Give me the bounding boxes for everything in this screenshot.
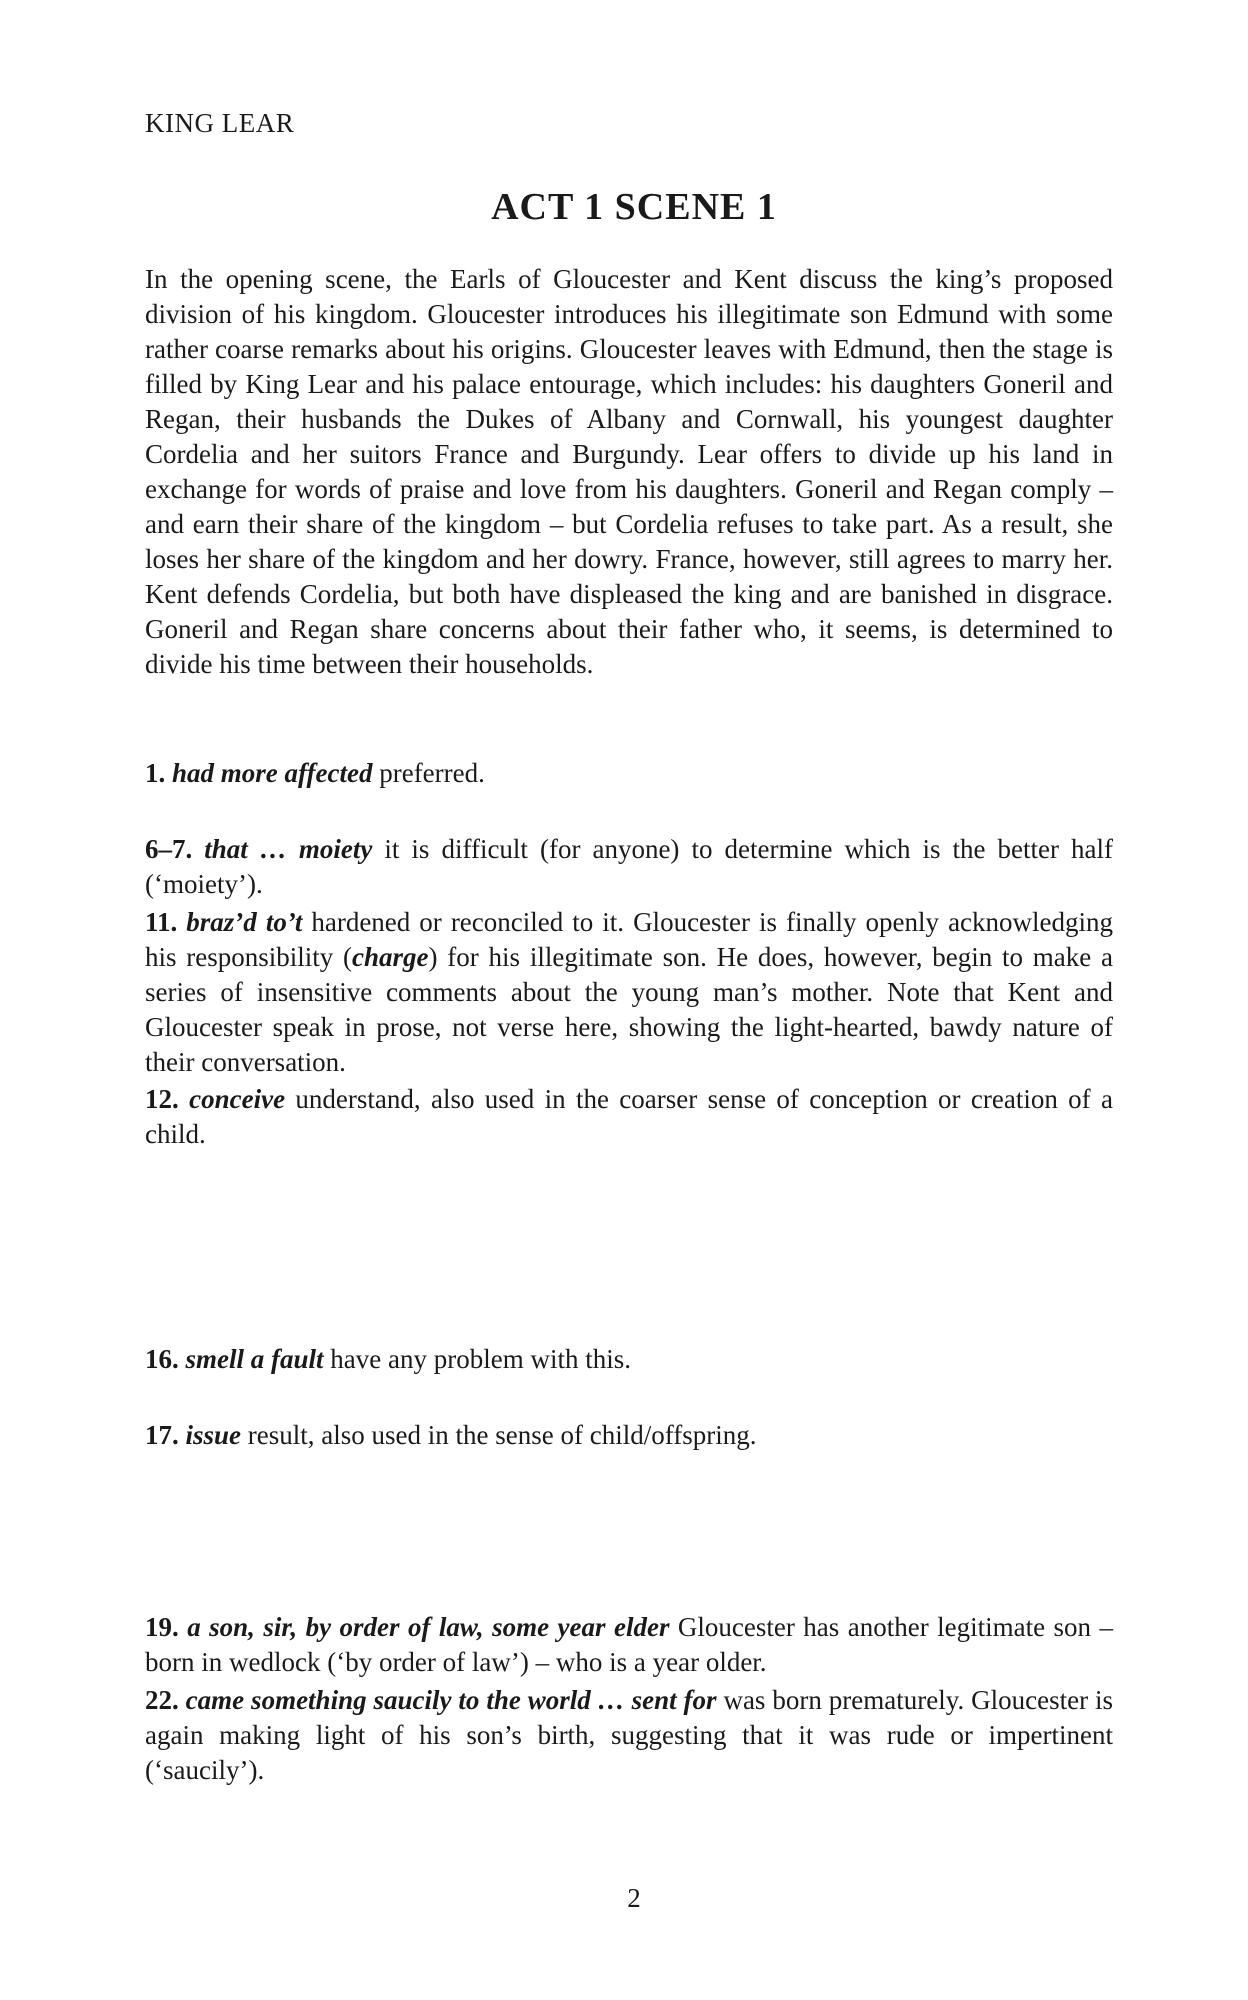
note-gloss: it is difficult (for anyone) to determine which is the better half (‘moiety’). (145, 834, 1114, 899)
note-number: 22. (145, 1685, 179, 1715)
note-lemma: smell a fault (185, 1344, 324, 1374)
note-number: 19. (145, 1612, 179, 1642)
page-number: 2 (627, 1883, 641, 1913)
note-gloss: result, also used in the sense of child/offspring. (241, 1420, 757, 1450)
note-number: 11. (145, 907, 178, 937)
note-number: 17. (145, 1420, 179, 1450)
note-lemma: conceive (189, 1084, 286, 1114)
note-6-7 (145, 832, 1113, 902)
note-lemma: came something saucily to the world … sent for (185, 1685, 717, 1715)
note-22 (145, 1683, 1113, 1788)
note-12 (145, 1082, 1113, 1152)
note-gloss: was born prematurely. Gloucester is again making light of his son’s birth, suggesting that it was rude or impertinent (‘saucily’). (145, 1685, 1113, 1785)
note-lemma: had more affected (172, 758, 373, 788)
note-19 (145, 1610, 1113, 1680)
note-16 (145, 1342, 1113, 1377)
note-inner-lemma: charge (352, 942, 429, 972)
note-number: 16. (145, 1344, 179, 1374)
note-gloss: preferred. (372, 758, 485, 788)
note-lemma: that … moiety (204, 834, 373, 864)
note-1 (145, 756, 1113, 791)
note-number: 12. (145, 1084, 179, 1114)
note-lemma: braz’d to’t (186, 907, 303, 937)
note-lemma: a son, sir, by order of law, some year elder (187, 1612, 670, 1642)
note-11 (145, 905, 1113, 1080)
note-gloss: have any problem with this. (323, 1344, 631, 1374)
note-number: 1. (145, 758, 166, 788)
running-head: KING LEAR (145, 108, 295, 138)
note-lemma: issue (185, 1420, 242, 1450)
note-17 (145, 1418, 1113, 1453)
note-gloss: hardened or reconciled to it. Gloucester is finally openly acknowledging his responsibility ( (145, 907, 1114, 972)
note-gloss: understand, also used in the coarser sense of conception or creation of a child. (145, 1084, 1114, 1149)
note-gloss-continued: ) for his illegitimate son. He does, however, begin to make a series of insensitive comments about the young man’s mother. Note that Kent and Gloucester speak in prose, not verse here, showing the light-hearted, bawdy nature of their conversation. (145, 942, 1114, 1077)
note-gloss: Gloucester has another legitimate son – born in wedlock (‘by order of law’) – who is a year older. (145, 1612, 1114, 1677)
scene-summary: In the opening scene, the Earls of Gloucester and Kent discuss the king’s proposed division of his kingdom. Gloucester introduces his illegitimate son Edmund with some rather coarse remarks about his origins. Gloucester leaves with Edmund, then the stage is filled by King Lear and his palace entourage, which includes: his daughters Goneril and Regan, their husbands the Dukes of Albany and Cornwall, his youngest daughter Cordelia and her suitors France and Burgundy. Lear offers to divide up his land in exchange for words of praise and love from his daughters. Goneril and Regan comply – and earn their share of the kingdom – but Cordelia refuses to take part. As a result, she loses her share of the kingdom and her dowry. France, however, still agrees to marry her. Kent defends Cordelia, but both have displeased the king and are banished in disgrace. Goneril and Regan share concerns about their father who, it seems, is determined to divide his time between their households. (145, 264, 1113, 679)
note-number: 6–7. (145, 834, 193, 864)
scene-title: ACT 1 SCENE 1 (491, 186, 777, 228)
